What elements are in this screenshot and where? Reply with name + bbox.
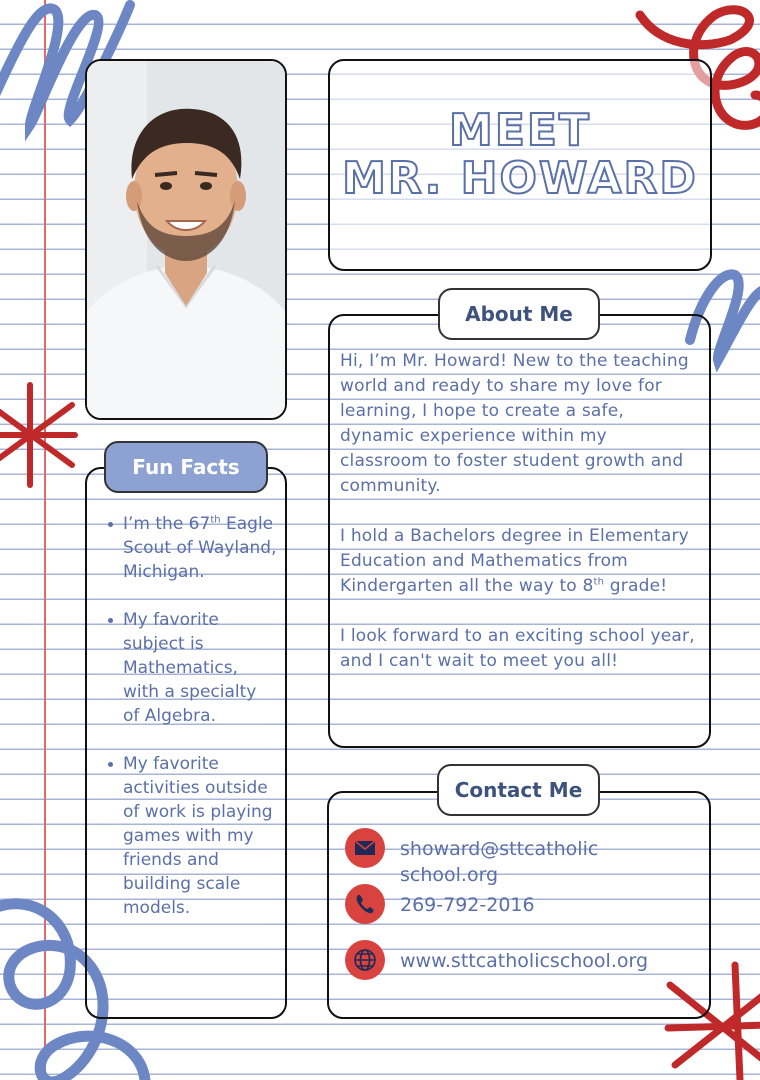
fun-fact-1-superscript: th — [210, 514, 221, 526]
contact-phone[interactable]: 269-792-2016 — [400, 894, 535, 916]
about-text — [340, 349, 695, 699]
red-star-left — [0, 385, 75, 485]
about-p2-text: I hold a Bachelors degree in Elementary Education and Mathematics from Kindergarten all the way to 8 — [340, 526, 689, 596]
about-p2-end: grade! — [604, 576, 668, 596]
contact-email[interactable]: showard@sttcatholic school.org — [400, 838, 599, 886]
contact-heading: Contact Me — [437, 764, 600, 816]
about-paragraph-1: Hi, I’m Mr. Howard! New to the teaching world and ready to share my love for learning, I hope to create a safe, dynamic experience within my classroom to foster student growth and community. — [340, 351, 689, 496]
phone-icon — [345, 884, 385, 924]
about-heading: About Me — [438, 288, 600, 340]
contact-website-row[interactable] — [345, 940, 685, 980]
contact-phone-row[interactable] — [345, 884, 685, 924]
portrait-illustration — [87, 61, 285, 418]
fun-facts-list — [106, 512, 278, 944]
fun-fact-item — [106, 512, 278, 584]
title-card — [328, 59, 712, 271]
title-line-2: MR. HOWARD — [342, 153, 698, 204]
fun-fact-item: My favorite activities outside of work is playing games with my friends and building scale models. — [106, 752, 278, 920]
about-p2-superscript: th — [593, 576, 605, 588]
fun-facts-heading: Fun Facts — [104, 441, 268, 493]
fun-fact-1-end: Eagle Scout of Wayland, Michigan. — [123, 514, 277, 582]
title-line-1: MEET — [449, 105, 591, 156]
about-paragraph-2 — [340, 524, 695, 599]
contact-email-row[interactable] — [345, 826, 685, 886]
envelope-icon — [345, 828, 385, 868]
fun-fact-item: My favorite subject is Mathematics, with a specialty of Algebra. — [106, 608, 278, 728]
about-paragraph-3: I look forward to an exciting school year, and I can't wait to meet you all! — [340, 626, 695, 671]
contact-website[interactable]: www.sttcatholicschool.org — [400, 950, 649, 972]
teacher-photo — [85, 59, 287, 420]
fun-fact-1-text: I’m the 67 — [123, 514, 211, 534]
notebook-margin-line — [44, 0, 46, 1080]
globe-icon — [345, 940, 385, 980]
